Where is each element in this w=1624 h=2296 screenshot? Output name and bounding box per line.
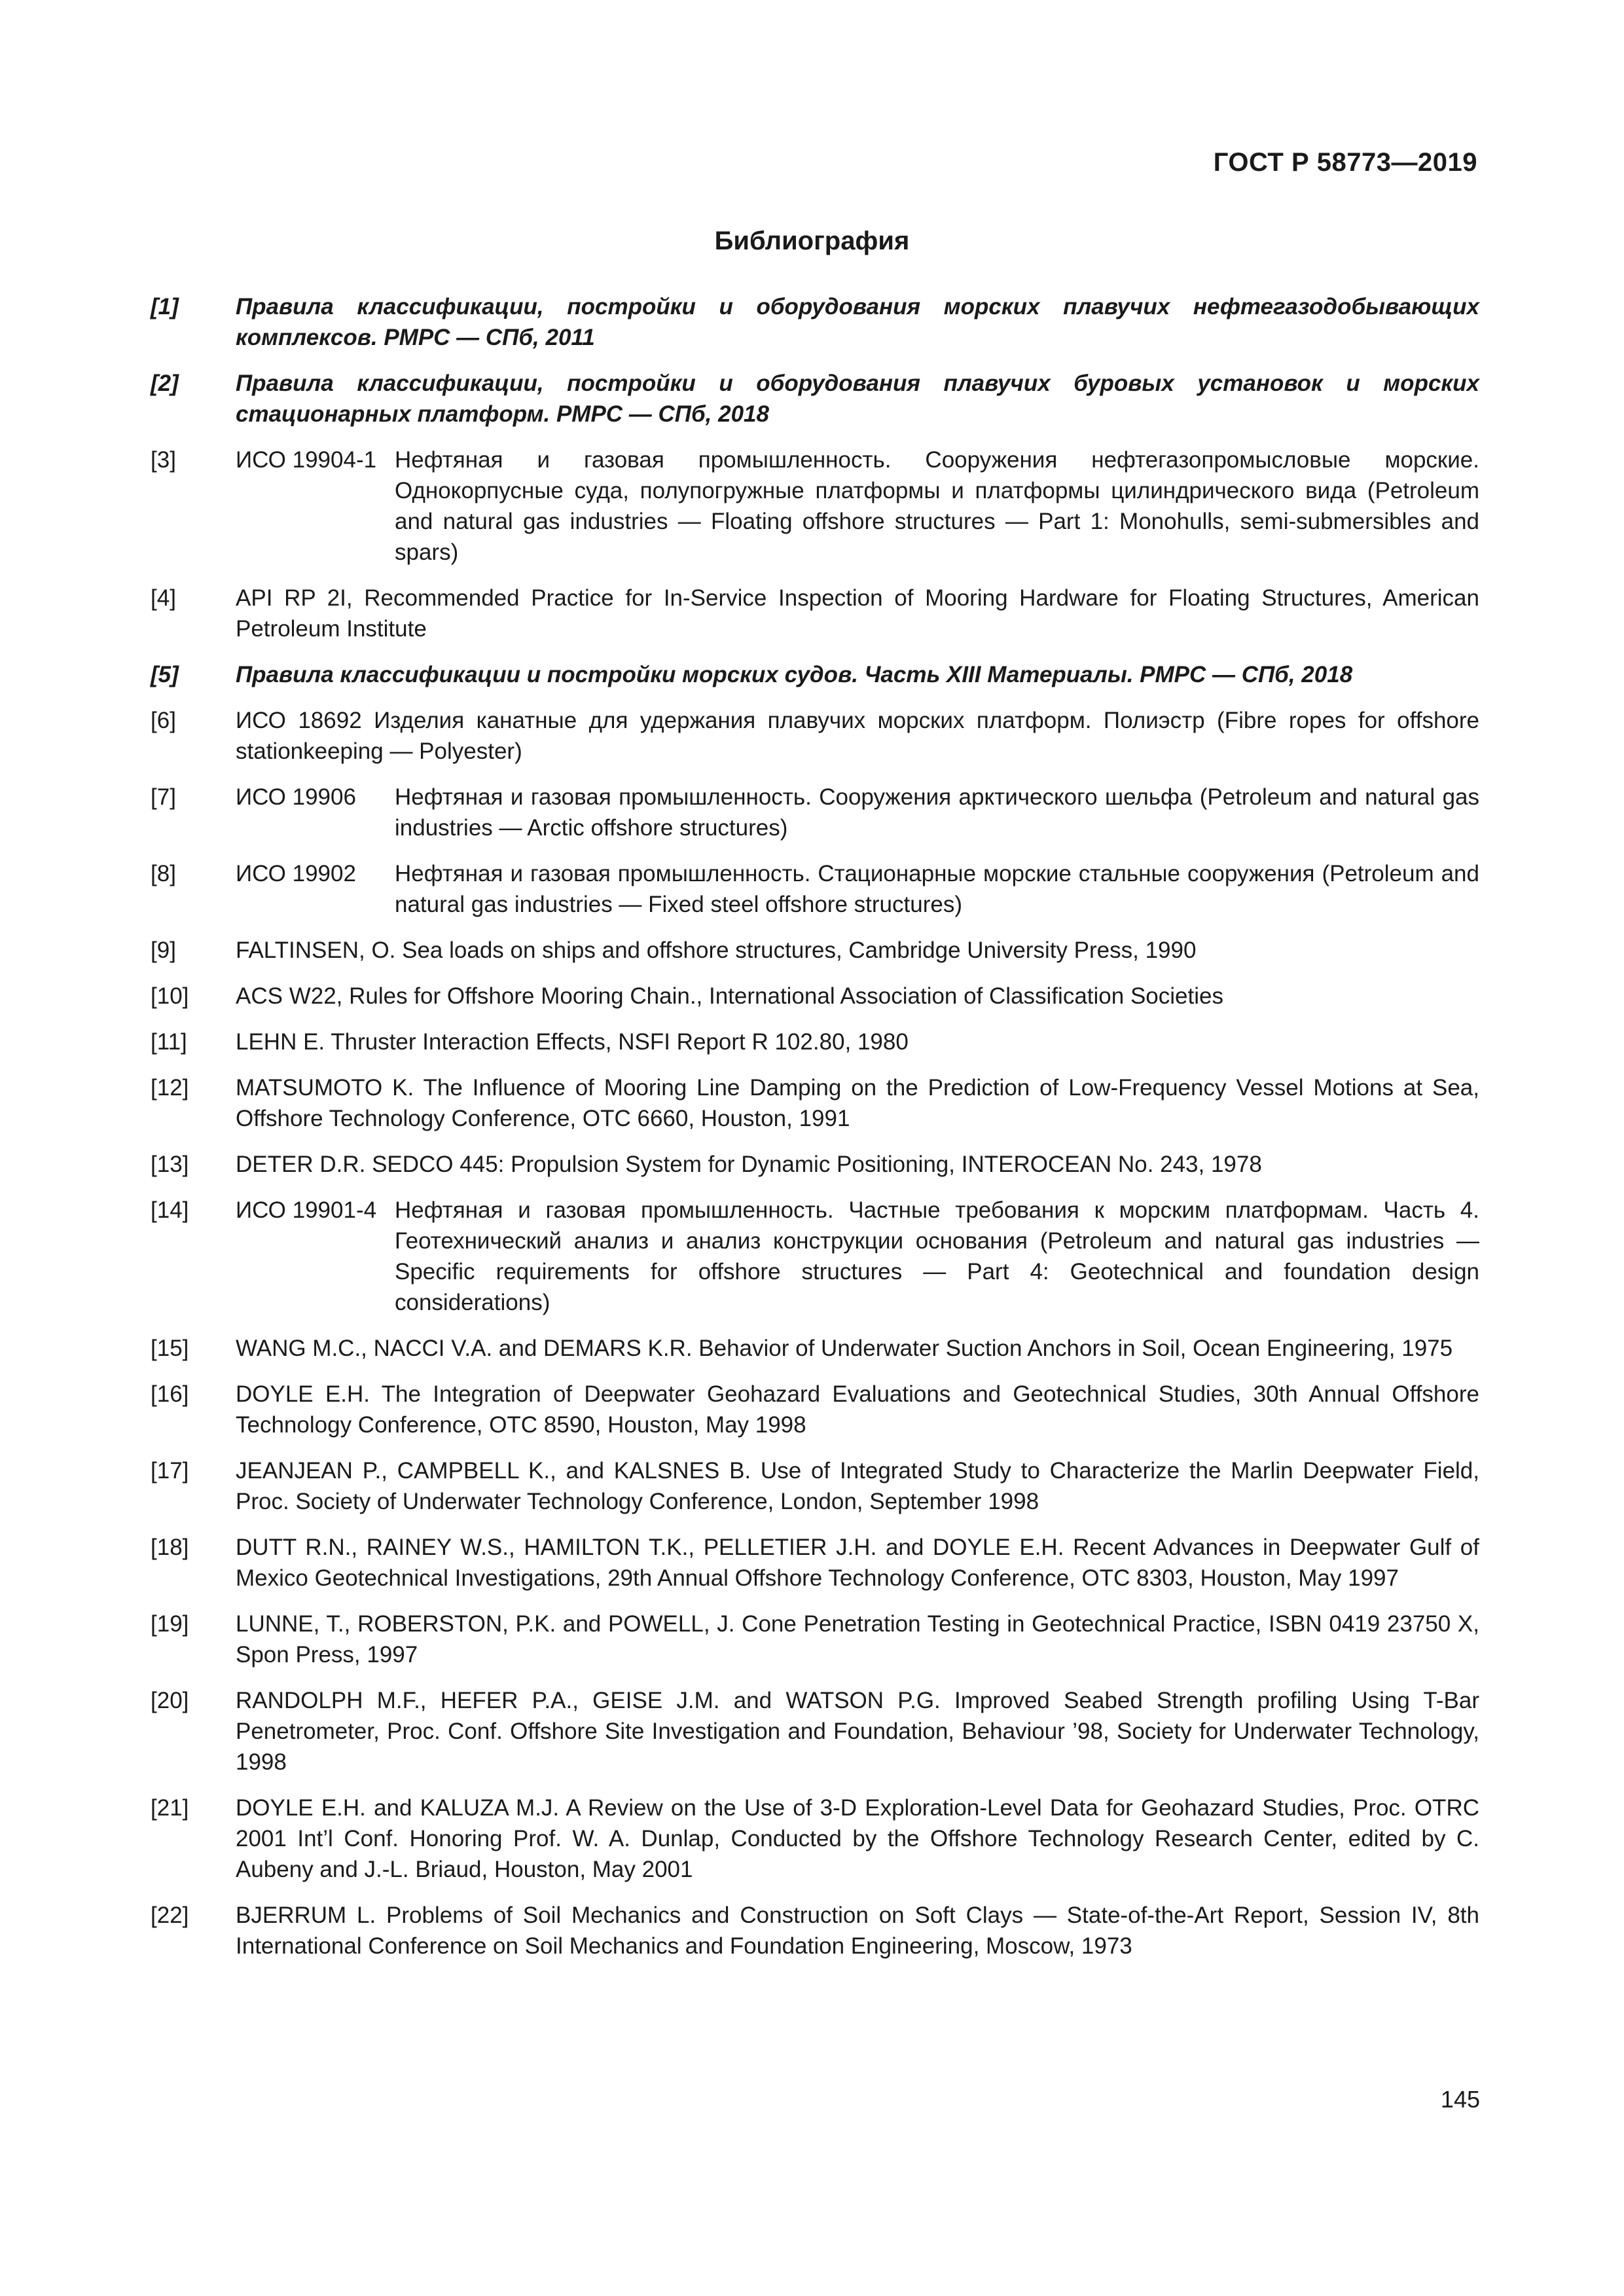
bib-entry-text: Правила классификации, постройки и оборудования морских плавучих нефтегазодобывающих комплексов. РМРС — СПб, 2011 <box>236 294 1479 350</box>
bib-entry-text <box>236 782 1479 843</box>
bib-entry <box>151 1195 1479 1318</box>
bib-entry-number: [21] <box>151 1795 189 1821</box>
bib-entry-text: MATSUMOTO K. The Influence of Mooring Line Damping on the Prediction of Low-Frequency Vessel Motions at Sea, Offshore Technology Conference, OTC 6660, Houston, 1991 <box>236 1075 1479 1131</box>
bib-entry-standard-title: Нефтяная и газовая промышленность. Сооружения нефтегазопромысловые морские. Однокорпусные суда, полупогружные платформы и платформы цилиндрического вида (Petroleum and natural gas industries — Floating offshore structures — Part 1: Monohulls, semi-submersibles and spars) <box>395 447 1479 565</box>
bib-entry-number: [15] <box>151 1336 189 1361</box>
bib-entry-number: [11] <box>151 1029 187 1055</box>
bib-entry-standard-title: Нефтяная и газовая промышленность. Частные требования к морским платформам. Часть 4. Геотехнический анализ и анализ конструкции основания (Petroleum and natural gas industries — Specific requirements for offshore structures — Part 4: Geotechnical and foundation design considerations) <box>395 1197 1479 1315</box>
bib-entry-text: ACS W22, Rules for Offshore Mooring Chain., International Association of Classification Societies <box>236 983 1223 1009</box>
bib-entry-text: DUTT R.N., RAINEY W.S., HAMILTON T.K., PELLETIER J.H. and DOYLE E.H. Recent Advances in Deepwater Gulf of Mexico Geotechnical Investigations, 29th Annual Offshore Technology Conference, OTC 8303, Houston, May 1997 <box>236 1535 1479 1591</box>
bib-entry-number: [2] <box>151 371 179 396</box>
bib-entry-text: RANDOLPH M.F., HEFER P.A., GEISE J.M. and WATSON P.G. Improved Seabed Strength profiling Using T-Bar Penetrometer, Proc. Conf. Offshore Site Investigation and Foundation, Behaviour ’98, Society for Underwater Technology, 1998 <box>236 1688 1479 1775</box>
bib-entry-number: [17] <box>151 1458 189 1484</box>
bib-entry <box>151 291 1479 353</box>
bib-entry <box>151 659 1479 690</box>
bib-entry <box>151 1072 1479 1134</box>
bib-entry <box>151 981 1479 1011</box>
bib-entry-text: DOYLE E.H. and KALUZA M.J. A Review on the Use of 3-D Exploration-Level Data for Geohazard Studies, Proc. OTRC 2001 Int’l Conf. Honoring Prof. W. A. Dunlap, Conducted by the Offshore Technology Research Center, edited by C. Aubeny and J.-L. Briaud, Houston, May 2001 <box>236 1795 1479 1882</box>
bib-entry <box>151 1149 1479 1180</box>
bib-entry <box>151 705 1479 767</box>
bib-entry-number: [12] <box>151 1075 189 1101</box>
bib-entry <box>151 1685 1479 1777</box>
bib-entry <box>151 1793 1479 1885</box>
bib-entry <box>151 782 1479 843</box>
bib-entry-text <box>236 445 1479 568</box>
document-code: ГОСТ Р 58773—2019 <box>1213 148 1477 177</box>
bib-entry-number: [13] <box>151 1152 189 1177</box>
bib-entry <box>151 1333 1479 1364</box>
bib-entry <box>151 1900 1479 1961</box>
bib-entry <box>151 445 1479 568</box>
bib-entry-text: Правила классификации и постройки морских судов. Часть XIII Материалы. РМРС — СПб, 2018 <box>236 662 1353 687</box>
bib-entry-text: BJERRUM L. Problems of Soil Mechanics and Construction on Soft Clays — State-of-the-Art Report, Session IV, 8th International Conference on Soil Mechanics and Foundation Engineering, Moscow, 1973 <box>236 1903 1479 1959</box>
bib-entry-number: [3] <box>151 447 176 473</box>
bib-entry-text: DOYLE E.H. The Integration of Deepwater Geohazard Evaluations and Geotechnical Studies, 30th Annual Offshore Technology Conference, OTC 8590, Houston, May 1998 <box>236 1381 1479 1438</box>
bib-entry-text <box>236 858 1479 920</box>
bib-entry-text: FALTINSEN, O. Sea loads on ships and offshore structures, Cambridge University Press, 1990 <box>236 938 1197 963</box>
bib-entry-standard-code: ИСО 19904-1 <box>236 447 377 473</box>
bib-entry-text: LEHN E. Thruster Interaction Effects, NSFI Report R 102.80, 1980 <box>236 1029 909 1055</box>
bib-entry-text: JEANJEAN P., CAMPBELL K., and KALSNES B. Use of Integrated Study to Characterize the Marlin Deepwater Field, Proc. Society of Underwater Technology Conference, London, September 1998 <box>236 1458 1479 1514</box>
bib-entry-text <box>236 1195 1479 1318</box>
bib-entry-number: [14] <box>151 1197 189 1223</box>
bib-entry-number: [4] <box>151 585 176 611</box>
page-number: 145 <box>1440 2086 1480 2113</box>
bib-entry-standard-code: ИСО 19906 <box>236 784 356 810</box>
bib-entry <box>151 1609 1479 1670</box>
bib-entry <box>151 935 1479 966</box>
bib-entry <box>151 858 1479 920</box>
bib-entry <box>151 1027 1479 1057</box>
bib-entry-number: [16] <box>151 1381 189 1407</box>
bib-entry-number: [9] <box>151 938 176 963</box>
bib-entry-standard-code: ИСО 19902 <box>236 861 356 886</box>
bib-entry-standard-title: Нефтяная и газовая промышленность. Сооружения арктического шельфа (Petroleum and natural gas industries — Arctic offshore structures) <box>395 784 1479 841</box>
bib-entry-number: [5] <box>151 662 179 687</box>
bib-entry <box>151 1455 1479 1517</box>
bib-entry-text: Правила классификации, постройки и оборудования плавучих буровых установок и морских стационарных платформ. РМРС — СПб, 2018 <box>236 371 1479 427</box>
bib-entry <box>151 1379 1479 1440</box>
bib-entry <box>151 1532 1479 1594</box>
bib-entry-text: ИСО 18692 Изделия канатные для удержания плавучих морских платформ. Полиэстр (Fibre ropes for offshore stationkeeping — Polyester) <box>236 708 1479 764</box>
bib-entry-number: [6] <box>151 708 176 733</box>
bib-entry-number: [20] <box>151 1688 189 1713</box>
bib-entry-standard-code: ИСО 19901-4 <box>236 1197 377 1223</box>
bib-entry-text: WANG M.C., NACCI V.A. and DEMARS K.R. Behavior of Underwater Suction Anchors in Soil, Ocean Engineering, 1975 <box>236 1336 1453 1361</box>
bib-entry <box>151 368 1479 429</box>
bib-entry-number: [18] <box>151 1535 189 1560</box>
bib-entry-number: [10] <box>151 983 189 1009</box>
bib-entry-text: DETER D.R. SEDCO 445: Propulsion System for Dynamic Positioning, INTEROCEAN No. 243, 1978 <box>236 1152 1262 1177</box>
page-title: Библиография <box>714 227 910 255</box>
bib-entry-number: [7] <box>151 784 176 810</box>
bibliography-list <box>151 291 1479 1977</box>
bib-entry-number: [8] <box>151 861 176 886</box>
bib-entry-number: [1] <box>151 294 179 319</box>
bib-entry-standard-title: Нефтяная и газовая промышленность. Стационарные морские стальные сооружения (Petroleum and natural gas industries — Fixed steel offshore structures) <box>395 861 1479 917</box>
bib-entry-number: [22] <box>151 1903 189 1928</box>
bib-entry-text: LUNNE, T., ROBERSTON, P.K. and POWELL, J. Cone Penetration Testing in Geotechnical Practice, ISBN 0419 23750 X, Spon Press, 1997 <box>236 1611 1479 1667</box>
bib-entry <box>151 583 1479 644</box>
bib-entry-number: [19] <box>151 1611 189 1637</box>
bib-entry-text: API RP 2I, Recommended Practice for In-Service Inspection of Mooring Hardware for Floating Structures, American Petroleum Institute <box>236 585 1479 642</box>
